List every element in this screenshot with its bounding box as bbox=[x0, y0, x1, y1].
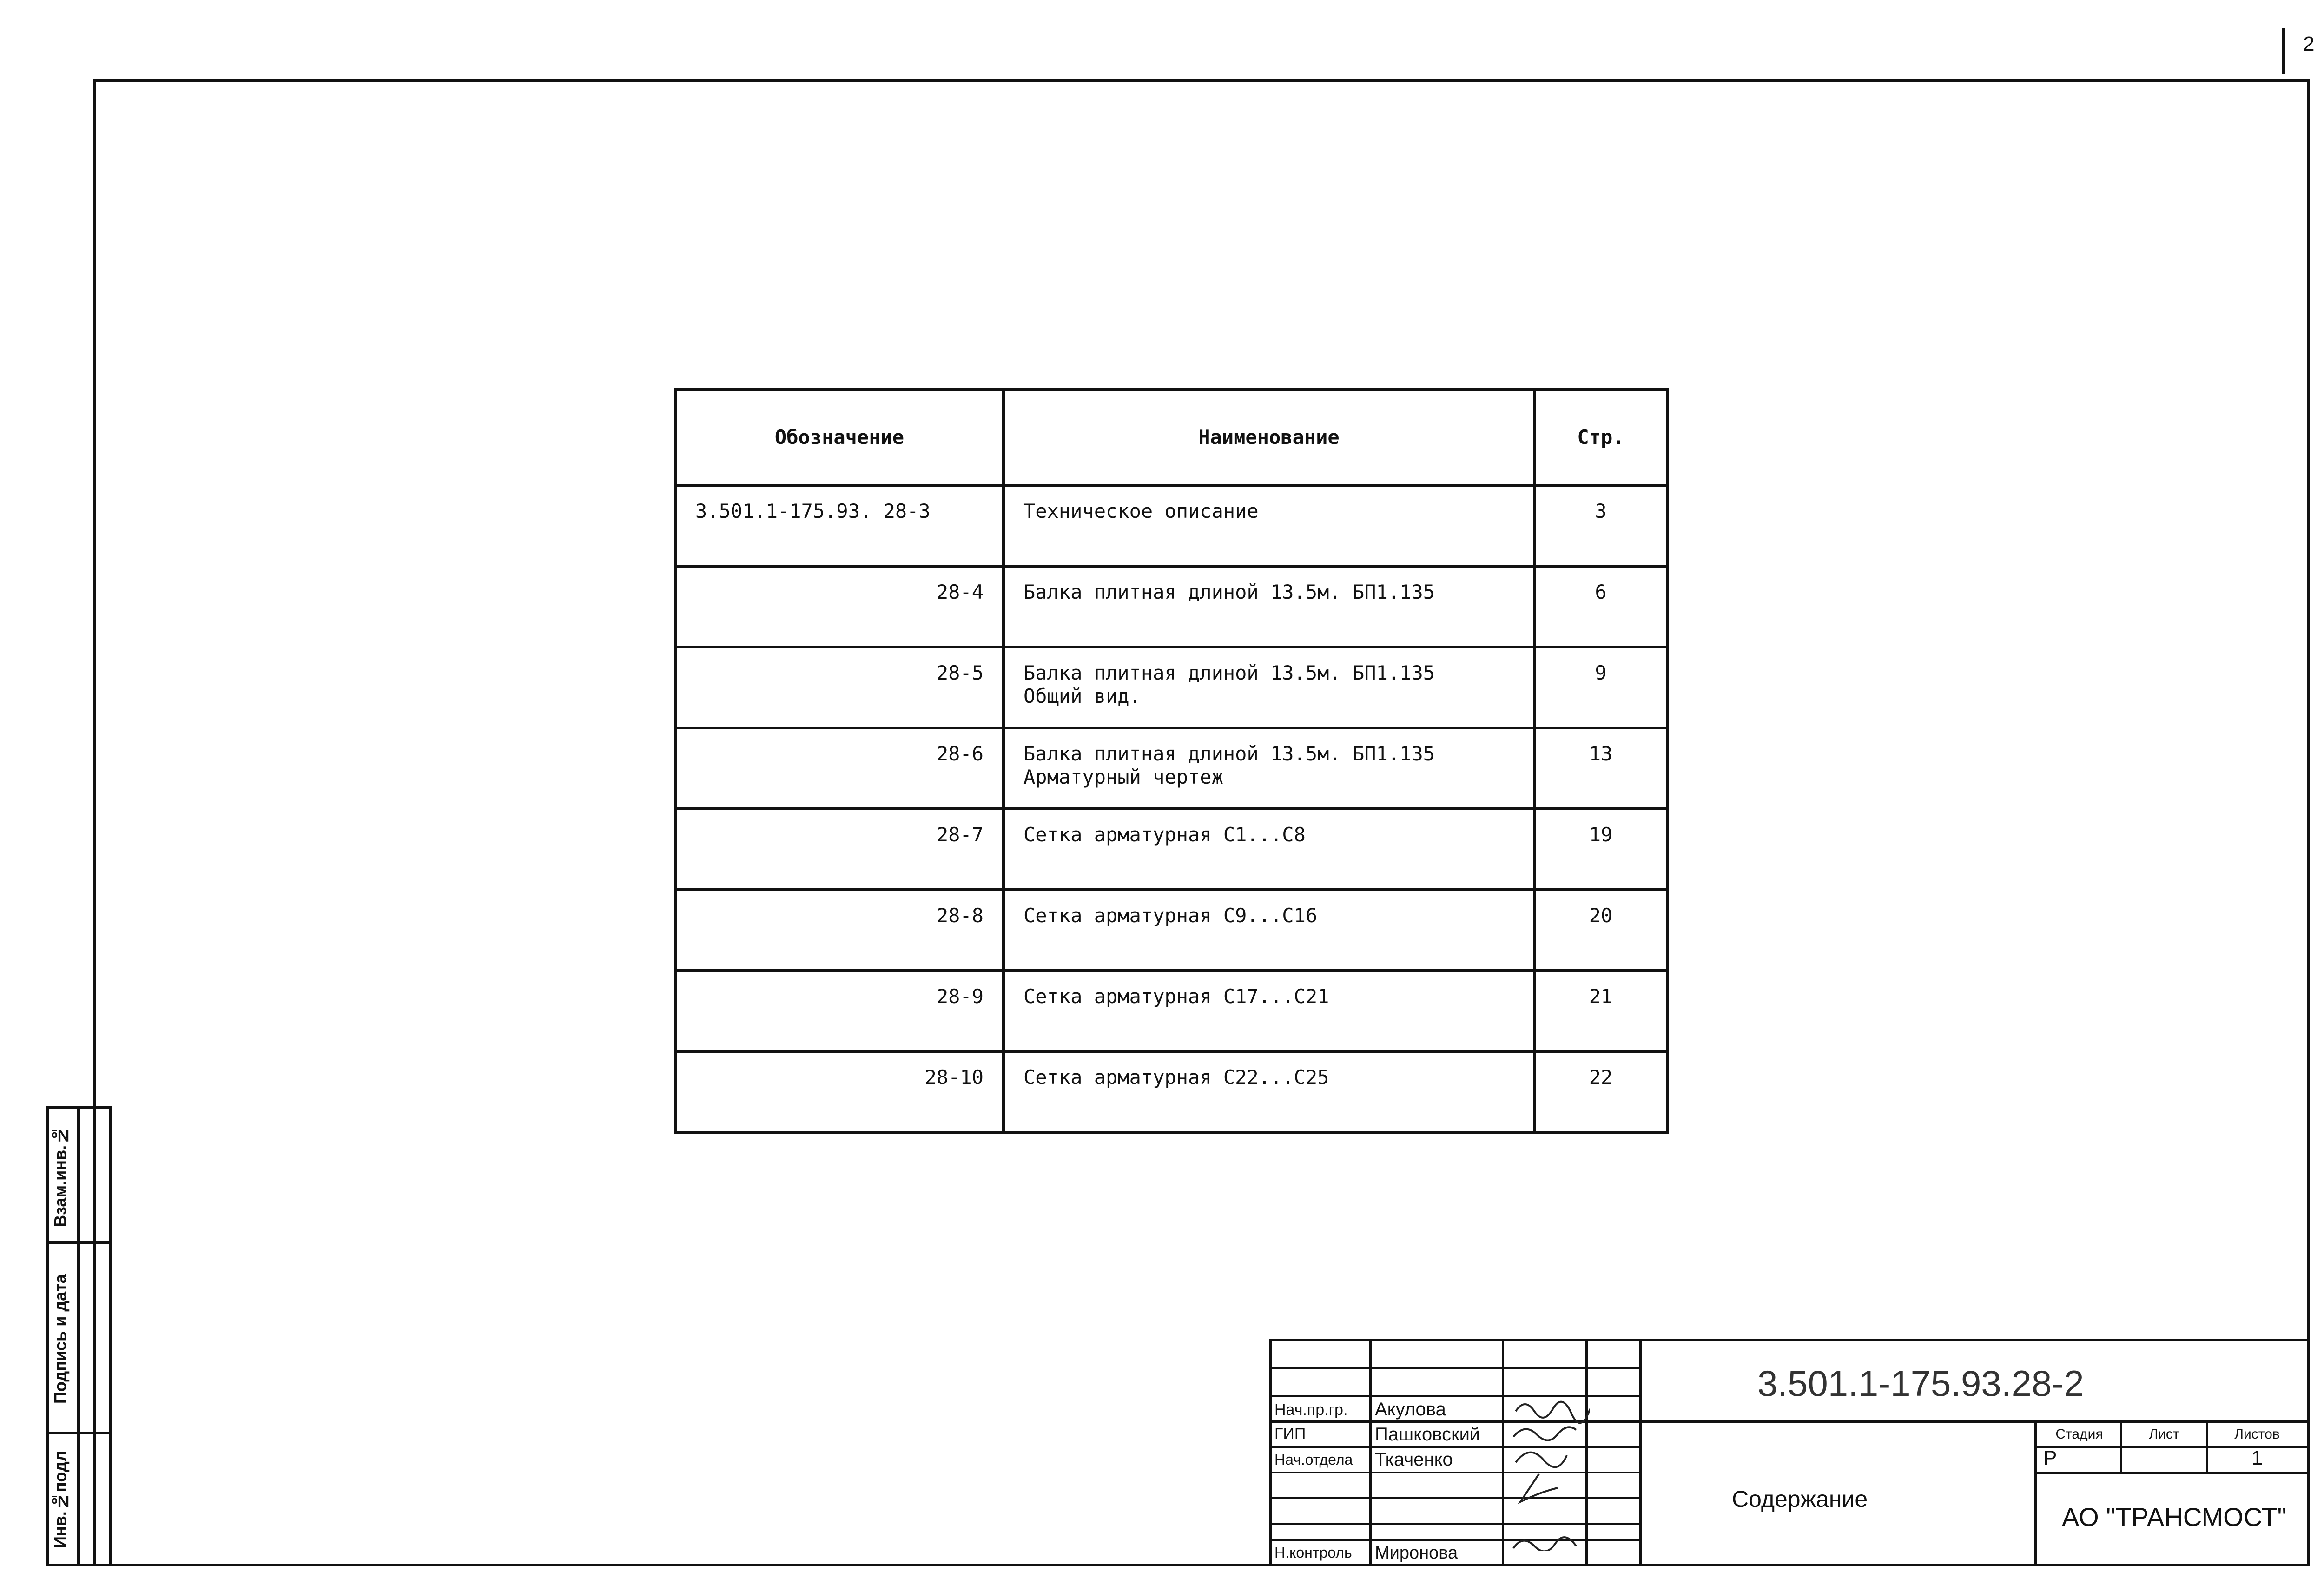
contents-table bbox=[674, 388, 1669, 1134]
row-name-line: Балка плитная длиной 13.5м. БП1.135 bbox=[1023, 581, 1435, 603]
row-name-line: Сетка арматурная С1...С8 bbox=[1023, 823, 1306, 846]
replace-inv-label: Взам.инв.№ bbox=[51, 1126, 70, 1227]
row-name-line: Балка плитная длиной 13.5м. БП1.135 bbox=[1023, 742, 1435, 765]
role-norm-control: Н.контроль bbox=[1274, 1544, 1352, 1561]
row-designation: 28-6 bbox=[675, 728, 1004, 809]
sheets-value: 1 bbox=[2251, 1447, 2263, 1469]
stage-label: Стадия bbox=[2055, 1427, 2103, 1442]
tb-vline bbox=[1369, 1341, 1372, 1565]
row-name-line: Общий вид. bbox=[1023, 685, 1141, 707]
row-designation: 28-5 bbox=[675, 647, 1004, 728]
row-name bbox=[1004, 647, 1534, 728]
document-code: 3.501.1-175.93.28-2 bbox=[1757, 1363, 2084, 1404]
table-row bbox=[675, 1051, 1667, 1132]
role-chief-group: Нач.пр.гр. bbox=[1274, 1401, 1348, 1419]
row-name-line: Сетка арматурная С22...С25 bbox=[1023, 1066, 1329, 1089]
header-designation: Обозначение bbox=[675, 390, 1004, 485]
name-mironova: Миронова bbox=[1375, 1543, 1458, 1563]
row-designation: 28-8 bbox=[675, 890, 1004, 971]
name-akulova: Акулова bbox=[1375, 1399, 1446, 1420]
table-row bbox=[675, 971, 1667, 1051]
row-page: 6 bbox=[1534, 566, 1667, 647]
row-name-line: Балка плитная длиной 13.5м. БП1.135 bbox=[1023, 661, 1435, 684]
table-header-row bbox=[675, 390, 1667, 485]
row-page: 19 bbox=[1534, 809, 1667, 890]
name-pashkovsky: Пашковский bbox=[1375, 1424, 1480, 1445]
row-designation: 3.501.1-175.93. 28-3 bbox=[675, 485, 1004, 566]
row-name-line: Техническое описание bbox=[1023, 500, 1259, 522]
tb-vline bbox=[1639, 1341, 1642, 1565]
table-row bbox=[675, 485, 1667, 566]
tb-hline bbox=[2034, 1472, 2308, 1474]
role-gip: ГИП bbox=[1274, 1425, 1306, 1443]
tb-hline bbox=[1272, 1420, 2308, 1423]
row-page: 22 bbox=[1534, 1051, 1667, 1132]
stage-value: Р bbox=[2043, 1447, 2057, 1469]
row-designation: 28-9 bbox=[675, 971, 1004, 1051]
tb-vline bbox=[1502, 1341, 1504, 1565]
row-name bbox=[1004, 485, 1534, 566]
row-name-line: Арматурный чертеж bbox=[1023, 766, 1223, 788]
header-page: Стр. bbox=[1534, 390, 1667, 485]
table-row bbox=[675, 809, 1667, 890]
row-name bbox=[1004, 971, 1534, 1051]
sheets-label: Листов bbox=[2234, 1427, 2280, 1442]
table-row bbox=[675, 566, 1667, 647]
table-row bbox=[675, 728, 1667, 809]
row-name bbox=[1004, 1051, 1534, 1132]
row-name bbox=[1004, 890, 1534, 971]
document-title: Содержание bbox=[1732, 1486, 1868, 1512]
sheet-number-rule bbox=[2282, 28, 2285, 74]
row-page: 21 bbox=[1534, 971, 1667, 1051]
row-designation: 28-10 bbox=[675, 1051, 1004, 1132]
row-name-line: Сетка арматурная С9...С16 bbox=[1023, 904, 1318, 927]
tb-vline bbox=[2206, 1420, 2208, 1472]
name-tkachenko: Ткаченко bbox=[1375, 1449, 1453, 1470]
contents-body bbox=[675, 485, 1667, 1132]
row-name-line: Сетка арматурная С17...С21 bbox=[1023, 985, 1329, 1008]
row-name bbox=[1004, 566, 1534, 647]
row-designation: 28-4 bbox=[675, 566, 1004, 647]
row-page: 13 bbox=[1534, 728, 1667, 809]
tb-vline bbox=[2120, 1420, 2122, 1472]
title-block bbox=[1269, 1339, 2310, 1566]
role-dept-head: Нач.отдела bbox=[1274, 1451, 1353, 1468]
tb-vline bbox=[2034, 1420, 2037, 1565]
sheet-number: 2 bbox=[2303, 33, 2315, 55]
table-row bbox=[675, 647, 1667, 728]
row-page: 3 bbox=[1534, 485, 1667, 566]
organization: АО "ТРАНСМОСТ" bbox=[2062, 1502, 2287, 1532]
sign-date-label: Подпись и дата bbox=[51, 1274, 70, 1404]
tb-hline bbox=[1272, 1367, 1639, 1369]
row-name bbox=[1004, 728, 1534, 809]
row-page: 9 bbox=[1534, 647, 1667, 728]
sheet-label: Лист bbox=[2149, 1427, 2179, 1442]
inv-orig-label: Инв.№подл bbox=[51, 1451, 70, 1548]
side-stamp bbox=[46, 1106, 112, 1566]
signatures bbox=[1506, 1393, 1590, 1551]
row-name bbox=[1004, 809, 1534, 890]
header-name: Наименование bbox=[1004, 390, 1534, 485]
table-row bbox=[675, 890, 1667, 971]
row-page: 20 bbox=[1534, 890, 1667, 971]
row-designation: 28-7 bbox=[675, 809, 1004, 890]
